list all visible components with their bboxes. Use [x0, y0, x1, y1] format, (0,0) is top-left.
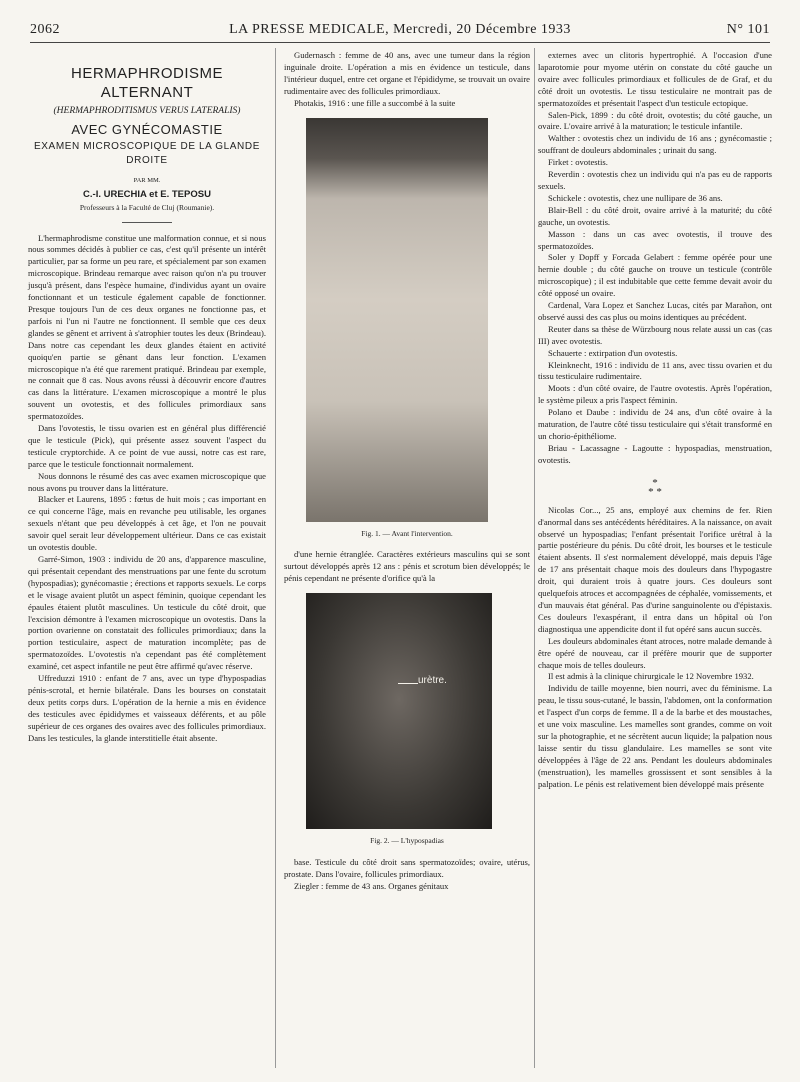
figure-1-caption: Fig. 1. — Avant l'intervention. [361, 528, 453, 538]
paragraph: Blacker et Laurens, 1895 : fœtus de huit mois ; cas important en ce qui concerne l'âge, mais en revanche peu utilisable, les organes sexuels n'étant que peu développés à cet âge, et l'on ne pouvait savoir quel serait leur développement ultérieur. Dans ce cas existait un ovotestis double. [28, 494, 266, 553]
paragraph: Dans l'ovotestis, le tissu ovarien est en général plus différencié que le testicule (Pick), qui présente assez souvent l'aspect du testicule cryptorchide. A ce point de vue aussi, notre cas est rare, parce que le testicule fonctionnait normalement. [28, 423, 266, 469]
paragraph: Les douleurs abdominales étant atroces, notre malade demande à être opéré de nouveau, car il préfère mourir que de supporter chaque mois de telles douleurs. [538, 635, 772, 670]
paragraph: Salen-Pick, 1899 : du côté droit, ovotestis; du côté gauche, un ovaire. L'ovaire arrivé à la maturation; le testicule infantile. [538, 109, 772, 132]
paragraph: Schickele : ovotestis, chez une nullipare de 36 ans. [548, 192, 723, 203]
paragraph: externes avec un clitoris hypertrophié. A l'occasion d'une laparotomie pour myome utérin on constate du côté gauche un ovaire avec follicules primordiaux et follicules de de Graf, et du côté droit un ovotestis. Le tissu testiculaire ne montrait pas de spermatozoïdes et présentait l'aspect d'un testicule ectopique. [538, 50, 772, 108]
figure-2-caption: Fig. 2. — L'hypospadias [370, 836, 444, 846]
paragraph: Walther : ovotestis chez un individu de 16 ans ; gynécomastie ; souffrant de douleurs abdominales ; urinait du sang. [538, 133, 772, 156]
journal-title: LA PRESSE MEDICALE, Mercredi, 20 Décembre 1933 [229, 22, 571, 37]
article-title-3: EXAMEN MICROSCOPIQUE DE LA GLANDE DROITE [34, 140, 260, 166]
byline-par: PAR MM. [133, 176, 161, 184]
star-top: * [652, 476, 658, 489]
header-rule [30, 42, 770, 43]
authors: C.-I. URECHIA et E. TEPOSU [83, 188, 211, 200]
paragraph: Nous donnons le résumé des cas avec examen microscopique que nous avons pu trouver dans la littérature. [28, 470, 266, 493]
paragraph: Schauerte : extirpation d'un ovotestis. [548, 347, 678, 358]
figure-2-label: urètre. [418, 675, 447, 687]
paragraph: Gudernasch : femme de 40 ans, avec une tumeur dans la région inguinale droite. L'opération a mis en évidence un testicule, dans l'intérieur duquel, entre cet organe et l'épididyme, se trouvait un ovaire rudimentaire avec des follicules primordiaux. [284, 50, 530, 96]
affiliation: Professeurs à la Faculté de Cluj (Roumanie). [79, 202, 215, 212]
column-divider [534, 48, 535, 1068]
paragraph: Cardenal, Vara Lopez et Sanchez Lucas, cités par Marañon, ont observé aussi des cas plus ou moins identiques au précédent. [538, 300, 772, 322]
paragraph: Reuter dans sa thèse de Würzbourg nous relate aussi un cas (cas III) avec ovotestis. [538, 323, 772, 346]
article-subtitle: (HERMAPHRODITISMUS VERUS LATERALIS) [53, 106, 241, 116]
paragraph: Firket : ovotestis. [548, 157, 608, 168]
column-3 [538, 50, 772, 790]
paragraph: Briau - Lacassagne - Lagoutte : hypospadias, menstruation, ovotestis. [538, 442, 772, 465]
paragraph: Il est admis à la clinique chirurgicale le 12 Novembre 1932. [548, 671, 754, 682]
column-1 [28, 50, 266, 745]
paragraph: Uffreduzzi 1910 : enfant de 7 ans, avec un type d'hypospadias pénis-scrotal, et hernie bilatérale. Dans les bourses on constatait deux petits corps durs. L'opération de la hernie a mis en évidence des testicules avec épididymes et vaisseaux déférents, et au pôle supérieur de ces organes des ovaires avec des follicules primordiaux. Dans les testicules, la glande interstitielle était absente. [28, 673, 266, 743]
figure-2-photo [306, 593, 492, 829]
column-2 [284, 50, 530, 893]
paragraph: Kleinknecht, 1916 : individu de 11 ans, avec tissu ovarien et du tissu testiculaire rudimentaire. [538, 359, 772, 382]
paragraph: L'hermaphrodisme constitue une malformation connue, et si nous nous sommes décidés à publier ce cas, c'est qu'il présente un intérêt particulier, par sa forme un peu rare, et spécialement par son examen microscopique. Brindeau remarque avec raison qu'on n'a pu trouver jusqu'à présent, dans l'espèce humaine, d'individus ayant un ovaire fonctionnant et un testicule également capable de fonctionner. Presque toujours l'un de ces deux organes ne fonctionne pas, et parfois ni l'un ni l'autre ne fonctionnent. Il semble que ces deux glandes se gênent et arrivent à s'atrophier toutes les deux (Brindeau). Dans notre cas cependant les deux glandes étaient en activité quoiqu'en partie se gênant dans leur fonction. L'examen microscopique n'a été que rarement pratiqué. Brindeau par exemple, ne connait que 8 cas. Nous avons réussi à découvrir encore d'autres cas dans la littérature. L'examen microscopique a montré le plus souvent un ovotestis, et des follicules primordiaux sans spermatozoïdes. [28, 232, 266, 422]
paragraph: Nicolas Cor..., 25 ans, employé aux chemins de fer. Rien d'anormal dans ses antécédents héréditaires. A la naissance, on avait observé un hypospadias; l'enfant présentait l'orifice urétral à la partie postérieure du pénis. Du côté droit, les bourses et le testicule étaient absents. Il s'est normalement développé, mais depuis l'âge de 17 ans présentait chaque mois des douleurs dans l'hypogastre droit, qui duraient trois à quatre jours. Ces douleurs sont quelquefois atroces et accompagnées de céphalée, vomissements, et d'un mauvais état général. Pas d'urine sanguinolente ou d'épistaxis. Ces douleurs l'exaspérant, il entra dans un hôpital où l'on diagnostiqua une appendicite dont il fut opéré sans aucun succès. [538, 504, 772, 634]
title-divider [122, 222, 172, 223]
section-separator [538, 476, 772, 498]
arrow-icon [398, 683, 418, 684]
paragraph: d'une hernie étranglée. Caractères extérieurs masculins qui se sont surtout développés après 12 ans : pénis et scrotum bien développés; le pénis cependant ne présente d'orifice qu'à la [284, 549, 530, 584]
figure-1-photo [306, 118, 488, 522]
paragraph: Ziegler : femme de 43 ans. Organes génitaux [294, 880, 449, 891]
article-title: HERMAPHRODISME ALTERNANT [70, 65, 223, 101]
paragraph: Polano et Daube : individu de 24 ans, d'un côté ovaire à la maturation, de l'autre côté tissu testiculaire qui s'était transformé en un chorio-épithéliome. [538, 407, 772, 441]
page-number: 2062 [30, 22, 60, 37]
page-header [30, 22, 770, 40]
paragraph: Reverdin : ovotestis chez un individu qui n'a pas eu de rapports sexuels. [538, 169, 772, 191]
issue-number: N° 101 [726, 22, 770, 37]
paragraph: Blair-Bell : du côté droit, ovaire arrivé à la maturité; du côté gauche, un ovotestis. [538, 204, 772, 227]
paragraph: base. Testicule du côté droit sans spermatozoïdes; ovaire, utérus, prostate. Dans l'ovaire, follicules primordiaux. [284, 857, 530, 879]
paragraph: Garré-Simon, 1903 : individu de 20 ans, d'apparence masculine, qui présentait cependant des menstruations par une fente du scrotum (hypospadias); gynécomastie ; érections et rapports sexuels. Le corps et le visage avaient plutôt un aspect féminin, quoique cependant les épaules étaient plutôt masculines. Un testicule du côté droit, que l'excision démontre à l'examen microscopique un ovotestis. Dans la portion ovarienne on constatait des follicules primordiaux; dans la portion testiculaire, aspect de maturation incomplète; pas de spermatozoïdes. L'ovotestis n'a cependant pas été complètement examiné, cet aspect infantile ne peut être affirmé qu'avec réserve. [28, 554, 266, 672]
paragraph: Moots : d'un côté ovaire, de l'autre ovotestis. Après l'opération, le système pileux a pris l'aspect féminin. [538, 383, 772, 406]
paragraph: Photakis, 1916 : une fille a succombé à la suite [294, 97, 456, 108]
star-bottom: * * [648, 485, 662, 498]
column-divider [275, 48, 276, 1068]
paragraph: Individu de taille moyenne, bien nourri, avec du féminisme. La peau, le tissu sous-cutané, le bassin, l'abdomen, ont la conformation et l'aspect d'un corps de femme. Il a de la barbe et des moustaches, et une voix masculine. Les mamelles sont grandes, comme on voit sur la photographie, et ne sécrètent aucun liquide; la palpation nous laisse sentir du tissu glandulaire. Les mamelles se sont vite développées à l'âge de 22 ans. Pendant les douleurs abdominales (menstruation), les mamelles grossissent et sont sensibles à la palpation. Le pénis est relativement bien développé mais présente [538, 683, 772, 789]
paragraph: Soler y Dopff y Forcada Gelabert : femme opérée pour une hernie double ; du côté gauche on trouve un testicule (contrôle microscopique) ; il est indubitable que cette femme devait avoir du côté opposé un ovaire. [538, 252, 772, 299]
article-title-2: AVEC GYNÉCOMASTIE [71, 121, 223, 137]
paragraph: Masson : dans un cas avec ovotestis, il trouve des spermatozoïdes. [538, 228, 772, 251]
